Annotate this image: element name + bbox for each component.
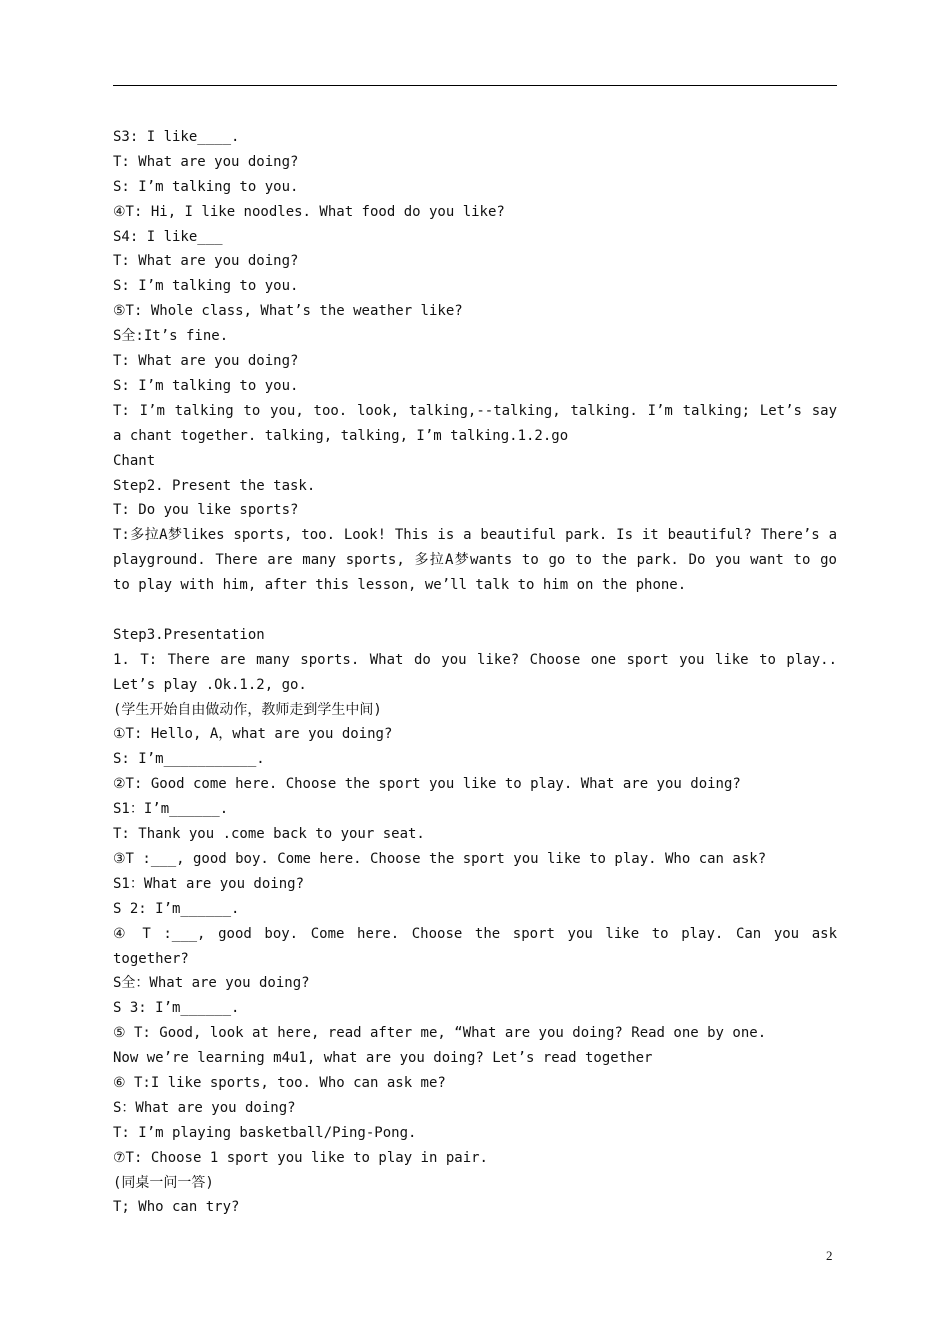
text-line: ④T: Hi, I like noodles. What food do you like?	[113, 203, 505, 220]
text-line: ②T: Good come here. Choose the sport you like to play. What are you doing?	[113, 776, 741, 793]
text-line: S 3: I’m______.	[113, 1000, 240, 1017]
text-line: S4: I like___	[113, 228, 223, 245]
text-line: Step2. Present the task.	[113, 477, 316, 494]
text-line: S: I’m talking to you.	[113, 178, 299, 195]
blank-line	[113, 598, 837, 623]
text-line: (同桌一问一答)	[113, 1174, 214, 1191]
text-line: ⑤ T: Good, look at here, read after me, “What are you doing? Read one by one.	[113, 1025, 767, 1042]
text-line: T: I’m playing basketball/Ping-Pong.	[113, 1124, 417, 1141]
text-line: S: I’m talking to you.	[113, 377, 299, 394]
text-line: Chant	[113, 452, 156, 469]
section-heading: Step3.Presentation	[113, 626, 265, 643]
text-line: T: Do you like sports?	[113, 502, 299, 519]
text-paragraph: 1. T: There are many sports. What do you like? Choose one sport you like to play.. Let’s play .Ok.1.2, go.	[113, 651, 837, 693]
text-line: S3: I like____.	[113, 129, 240, 145]
text-line: (学生开始自由做动作，教师走到学生中间)	[113, 701, 382, 718]
text-paragraph: T: I’m talking to you, too. look, talking,--talking, talking. I’m talking; Let’s say a chant together. talking, talking, I’m talking.1.2.go	[113, 402, 837, 444]
page-number: 2	[826, 1248, 833, 1263]
text-line: ⑦T: Choose 1 sport you like to play in pair.	[113, 1149, 488, 1166]
text-line: S全:It’s fine.	[113, 328, 229, 345]
text-line: T: What are you doing?	[113, 153, 299, 170]
text-line: S：What are you doing?	[113, 1099, 296, 1116]
text-line: S: I’m___________.	[113, 751, 265, 768]
text-line: ⑥ T:I like sports, too. Who can ask me?	[113, 1074, 446, 1091]
text-line: ⑤T: Whole class, What’s the weather like?	[113, 303, 463, 320]
text-line: ③T :___, good boy. Come here. Choose the sport you like to play. Who can ask?	[113, 850, 767, 867]
text-line: T; Who can try?	[113, 1199, 240, 1216]
text-line: S1：I’m______.	[113, 801, 229, 818]
header-rule	[113, 85, 837, 86]
text-line: S全：What are you doing?	[113, 975, 310, 992]
lesson-text	[113, 125, 837, 1220]
text-line: S: I’m talking to you.	[113, 278, 299, 295]
text-line: S 2: I’m______.	[113, 900, 240, 917]
text-line: S1：What are you doing?	[113, 875, 305, 892]
text-line: Now we’re learning m4u1, what are you doing? Let’s read together	[113, 1050, 653, 1067]
text-line: T: Thank you .come back to your seat.	[113, 826, 425, 843]
text-line: T: What are you doing?	[113, 253, 299, 270]
text-line: ①T: Hello, A，what are you doing?	[113, 726, 393, 743]
text-line: T: What are you doing?	[113, 353, 299, 370]
text-paragraph: T:多拉A梦likes sports, too. Look! This is a beautiful park. Is it beautiful? There’s a playground. There are many sports, 多拉A梦wants to go to the park. Do you want to go to play with him, after this lesson, we’ll talk to him on the phone.	[113, 527, 837, 594]
text-paragraph: ④ T :___, good boy. Come here. Choose the sport you like to play. Can you ask together?	[113, 925, 837, 967]
